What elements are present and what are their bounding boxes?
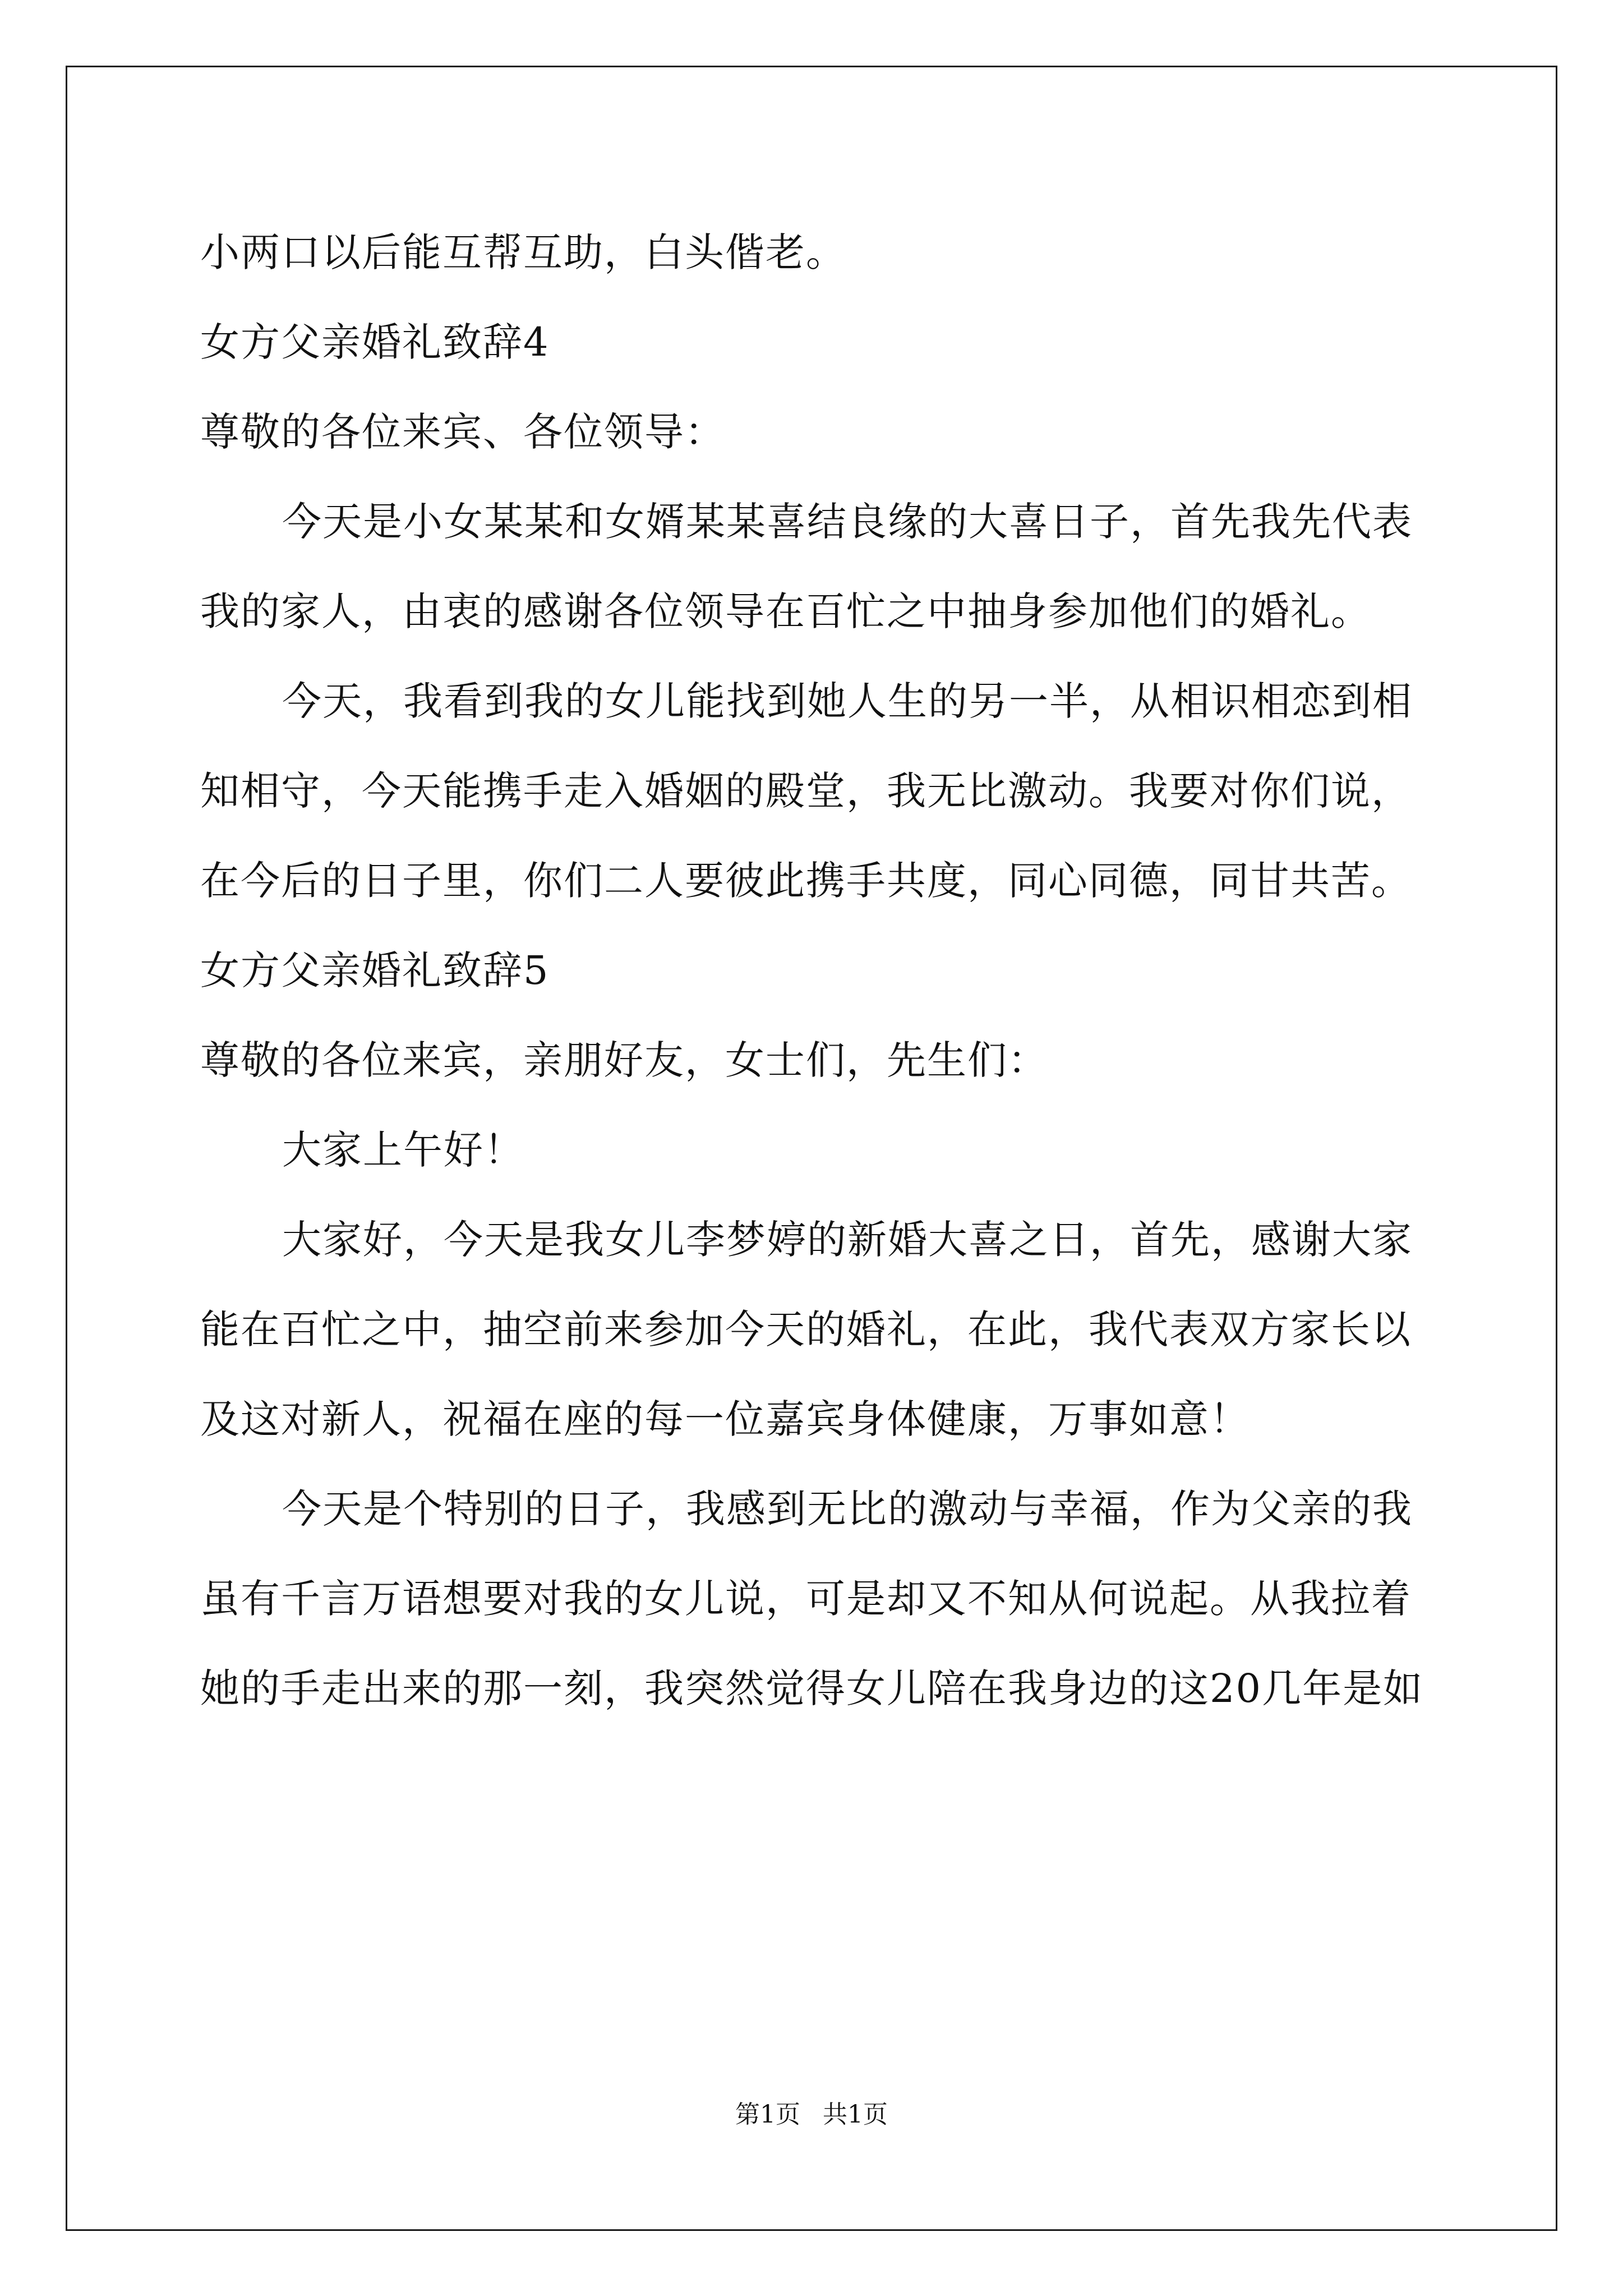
salutation: 尊敬的各位来宾、各位领导： <box>200 409 725 455</box>
salutation: 尊敬的各位来宾，亲朋好友，女士们，先生们： <box>200 1037 1048 1083</box>
page-footer <box>0 2098 1623 2132</box>
section-heading: 女方父亲婚礼致辞5 <box>200 947 550 993</box>
paragraph-line: 今天，我看到我的女儿能找到她人生的另一半，从相识相恋到相 <box>282 678 1413 724</box>
paragraph-line: 在今后的日子里，你们二人要彼此携手共度，同心同德，同甘共苦。 <box>200 858 1412 904</box>
paragraph-line: 小两口以后能互帮互助，白头偕老。 <box>200 229 846 275</box>
section-heading: 女方父亲婚礼致辞4 <box>200 319 550 365</box>
paragraph-line: 大家上午好！ <box>282 1127 524 1173</box>
paragraph-line: 大家好，今天是我女儿李梦婷的新婚大喜之日，首先，感谢大家 <box>282 1217 1413 1263</box>
page-total: 共1页 <box>823 2100 888 2129</box>
document-body <box>200 219 1434 1745</box>
paragraph-line: 及这对新人，祝福在座的每一位嘉宾身体健康，万事如意！ <box>200 1396 1250 1442</box>
page-number: 第1页 <box>735 2100 800 2129</box>
paragraph-line: 我的家人，由衷的感谢各位领导在百忙之中抽身参加他们的婚礼。 <box>200 588 1371 634</box>
paragraph-line: 知相守，今天能携手走入婚姻的殿堂，我无比激动。我要对你们说， <box>200 768 1412 814</box>
paragraph-line: 她的手走出来的那一刻，我突然觉得女儿陪在我身边的这20几年是如 <box>200 1665 1424 1711</box>
paragraph-line: 虽有千言万语想要对我的女儿说，可是却又不知从何说起。从我拉着 <box>200 1576 1412 1622</box>
paragraph-line: 今天是小女某某和女婿某某喜结良缘的大喜日子，首先我先代表 <box>282 499 1413 545</box>
paragraph-line: 能在百忙之中，抽空前来参加今天的婚礼，在此，我代表双方家长以 <box>200 1306 1412 1352</box>
paragraph-line: 今天是个特别的日子，我感到无比的激动与幸福，作为父亲的我 <box>282 1486 1413 1532</box>
